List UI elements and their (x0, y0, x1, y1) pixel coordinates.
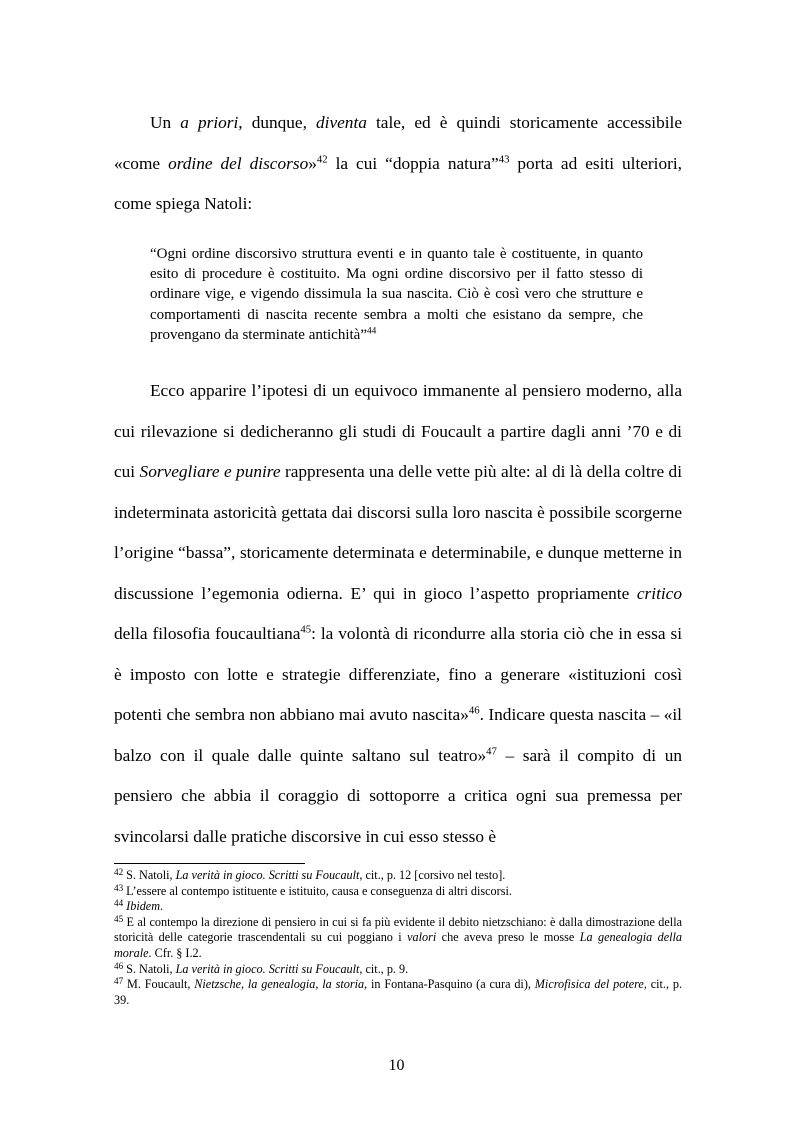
text-run: tale, ed è quindi storicamente accessibile «come (114, 113, 683, 173)
text-run: S. Natoli, (123, 961, 176, 976)
footnote-43 (114, 884, 682, 900)
text-run: , cit., p. 12 [corsivo nel testo]. (359, 868, 506, 882)
text-run: L’essere al contempo istituente e istituito, causa e conseguenza di altri discorsi. (123, 883, 512, 898)
footnote-number: 45 (114, 913, 124, 924)
page-number: 10 (388, 1057, 405, 1074)
text-run: E al contempo la direzione di pensiero in cui si fa più evidente il debito nietzschiano: è dalla dimostrazione della storicità delle categorie trascendentali su cui poggiano i (114, 914, 682, 945)
italic-run: ordine del discorso (168, 153, 309, 173)
footnote-ref-45[interactable]: 45 (300, 623, 312, 636)
text-run: . Cfr. § I.2. (148, 945, 202, 960)
text-run: Un (150, 113, 181, 132)
text-run: . Indicare questa nascita – «il balzo con il quale dalle quinte saltano sul teatro» (114, 705, 682, 765)
footnotes (114, 868, 682, 1008)
text-run: , cit., p. 39. (114, 977, 682, 1007)
text-run: : la volontà di ricondurre alla storia ciò che in essa si è imposto con lotte e strategie differenziate, fino a generare «istituzioni così potenti che sembra non abbiano mai avuto nascita» (114, 624, 682, 724)
text-run: – sarà il compito di un pensiero che abbia il coraggio di sottoporre a critica ogni sua premessa per svincolarsi dalle pratiche discorsive in cui esso stesso è (114, 745, 682, 846)
footnote-47 (114, 977, 682, 1008)
footnote-ref-46[interactable]: 46 (468, 704, 480, 717)
text-run: M. Foucault, (123, 977, 195, 992)
text-run: S. Natoli, (123, 868, 176, 882)
footnote-number: 47 (114, 976, 124, 987)
italic-run: a priori (180, 113, 239, 132)
italic-run: Microfisica del potere (534, 977, 644, 992)
footnote-number: 44 (114, 898, 124, 909)
italic-run: valori (407, 930, 437, 945)
text-run: Ecco apparire l’ipotesi di un equivoco immanente al pensiero moderno, alla cui rilevazione si dedicheranno gli studi di Foucault a partire dagli anni ’70 e di cui (114, 381, 682, 481)
footnote-ref-44[interactable]: 44 (367, 326, 377, 337)
text-run: . (160, 899, 164, 914)
footnote-number: 46 (114, 960, 124, 971)
footnote-ref-42[interactable]: 42 (316, 153, 328, 166)
italic-run: critico (636, 583, 682, 603)
italic-run: Nietzsche, la genealogia, la storia (194, 977, 365, 992)
italic-run: La verità in gioco. Scritti su Foucault (175, 961, 360, 976)
italic-run: diventa (316, 113, 367, 132)
text-run: , in Fontana-Pasquino (a cura di), (364, 977, 535, 992)
italic-run: La genealogia della morale (114, 930, 682, 960)
footnote-42 (114, 868, 682, 884)
footnote-number: 42 (114, 866, 124, 877)
text-run: » (308, 153, 317, 173)
block-quote (150, 244, 643, 345)
footnote-44 (114, 899, 682, 915)
footnote-number: 43 (114, 882, 124, 893)
quote-text: “Ogni ordine discorsivo struttura eventi e in quanto tale è costituente, in quanto esito di procedure è costituito. Ma ogni ordine discorsivo per il fatto stesso di ordinare vige, e vigendo dissimula la sua nascita. Ciò è così vero che strutture e comportamenti di nascita recente sembra a molti che esistano da sempre, che provengano da sterminate antichità” (150, 246, 643, 343)
footnote-ref-43[interactable]: 43 (498, 153, 510, 166)
italic-run: La verità in gioco. Scritti su Foucault (175, 868, 360, 882)
italic-run: Sorvegliare e punire (139, 462, 281, 481)
text-run: , cit., p. 9. (359, 961, 409, 976)
paragraph-1 (114, 103, 682, 225)
text-run: della filosofia foucaultiana (114, 624, 301, 643)
footnote-separator (114, 863, 305, 864)
footnote-46 (114, 962, 682, 978)
footnote-ref-47[interactable]: 47 (486, 745, 497, 758)
italic-run: Ibidem (126, 899, 161, 914)
footnote-45 (114, 915, 682, 962)
text-run: che aveva preso le mosse (436, 930, 580, 945)
text-run: , dunque, (238, 113, 317, 132)
text-run: la cui “doppia natura” (327, 153, 499, 173)
text-run: porta ad esiti ulteriori, come spiega Natoli: (114, 153, 683, 213)
paragraph-2 (114, 371, 682, 857)
text-run: rappresenta una delle vette più alte: al di là della coltre di indeterminata astoricità gettata dai discorsi sulla loro nascita è possibile scorgerne l’origine “bassa”, storicamente determinata e determinabile, e dunque metterne in discussione l’egemonia odierna. E’ qui in gioco l’aspetto propriamente (114, 462, 682, 603)
